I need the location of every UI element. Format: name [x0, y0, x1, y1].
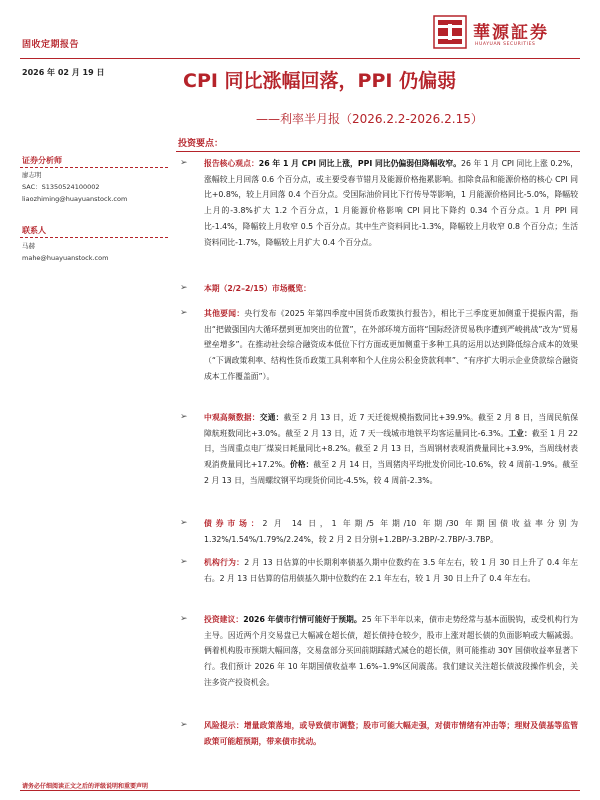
footer-divider [20, 790, 580, 791]
point-text: 26 年 1 月 CPI 同比上涨 0.2%，涨幅较上月回落 0.6 个百分点，或主要受春节错月及能源价格拖累影响。扣除食品和能源价格的核心 CPI 同比+0.8%，较上月回落 0.4 个百分点。受国际油价同比下行传导等影响，1 月能源价格同比-5.0%，降幅较上月的-3.8%扩大 1.2 个百分点，1 月能源价格影响 CPI 同比下降约 0.34 个百分点。1 月 PPI 同比-1.4%，降幅较上月收窄 0.5 个百分点。其中生产资料同比-1.3%，降幅较上月收窄 0.8 个百分点；生活资料同比-1.7%，降幅较上月扩大 0.4 个百分点。 [204, 159, 578, 247]
point-label: 投资建议： [204, 615, 244, 624]
report-title: CPI 同比涨幅回落，PPI 仍偏弱 [183, 70, 457, 92]
point-text: 增量政策落地，或导致债市调整；股市可能大幅走强，对债市情绪有冲击等；理财及债基等监管政策可能超预期，带来债市扰动。 [204, 721, 579, 746]
point-label: 本期（2/2–2/15）市场概览： [204, 284, 311, 293]
brand-mark-icon [433, 15, 467, 49]
point-label: 风险提示： [204, 721, 244, 730]
point-text: 25 年下半年以来，债市走势经常与基本面脱钩，或受机构行为主导。因近两个月交易盘已大幅减仓超长债，超长债持仓较少，股市上涨对超长债的负面影响或大幅减弱。俩着机构股市预期大幅回落，交易盘部分买回前期踩踏式减仓的超长债，则可能推动 30Y 国债收益率显著下行。我们预计 2026 年 10 年期国债收益率 1.6%–1.9%区间震荡。我们建议关注超长债波段操作机会，关注多资产投资机会。 [204, 615, 578, 687]
point-label: 中观高频数据： [204, 413, 260, 422]
bullet-arrow-icon: ➢ [180, 614, 188, 624]
key-points-divider [176, 151, 580, 152]
analyst-name: 廖志明 [22, 171, 42, 179]
point-market-overview [204, 281, 578, 297]
contact-divider [20, 237, 168, 238]
bullet-arrow-icon: ➢ [180, 557, 188, 567]
point-text: 截至 2 月 13 日，近 7 天迁徙规模指数同比+39.9%。截至 2 月 8 日，当周民航保障航班数同比+3.0%。截至 2 月 13 日，近 7 天一线城市地铁平均客运量同比-6.3%。 [204, 413, 579, 438]
header-divider [20, 58, 580, 59]
point-text: 2 月 13 日估算的中长期利率债基久期中位数约在 3.5 年左右，较 1 月 30 日上升了 0.4 年左右。2 月 13 日估算的信用债基久期中位数约在 2.1 年左右，较 1 月 30 日上升了 0.4 年左右。 [204, 558, 578, 583]
bullet-arrow-icon: ➢ [180, 412, 188, 422]
point-emphasis: 26 年 1 月 CPI 同比上涨，PPI 同比仍偏弱但降幅收窄。 [258, 159, 462, 168]
contact-name: 马赫 [22, 242, 35, 250]
bullet-arrow-icon: ➢ [180, 158, 188, 168]
analyst-email[interactable]: liaozhiming@huayuanstock.com [22, 195, 128, 203]
point-emphasis: 2026 年债市行情可能好于预期。 [243, 615, 362, 624]
bullet-arrow-icon: ➢ [180, 518, 188, 528]
point-high-frequency [204, 410, 578, 489]
point-label: 机构行为： [204, 558, 245, 567]
point-label: 报告核心观点： [204, 159, 259, 168]
brand-name-cn: 華源証券 [473, 23, 549, 43]
sub-label-transport: 交通： [259, 413, 284, 422]
brand-name-en: HUAYUAN SECURITIES [475, 42, 536, 47]
point-text: 截至 2 月 14 日，当周猪肉平均批发价同比-10.6%，较 4 周前-1.9%。截至 2 月 13 日，当周螺纹钢平均现货价同比-4.5%，较 4 周前-2.3%。 [204, 460, 579, 485]
point-bond-market [204, 516, 578, 547]
point-text: 截至 1 月 22 日，当周重点电厂煤炭日耗量同比+8.2%。截至 2 月 13 日，当周钢材表观消费量同比+3.9%，当周线材表观消费量同比+17.2%。 [204, 428, 578, 470]
sub-label-price: 价格： [289, 460, 314, 470]
point-label: 其他要闻： [204, 309, 245, 318]
analyst-section-title: 证券分析师 [22, 156, 62, 165]
point-other-news [204, 306, 578, 385]
point-risk-warning [204, 718, 578, 749]
analyst-cert: SAC：S1350524100002 [22, 183, 100, 191]
footer-disclaimer: 请务必仔细阅读正文之后的评级说明和重要声明 [22, 783, 149, 790]
report-category: 固收定期报告 [22, 40, 80, 50]
key-points-heading: 投资要点： [178, 139, 224, 149]
bullet-arrow-icon: ➢ [180, 720, 188, 730]
point-text: 央行发布《2025 年第四季度中国货币政策执行报告》，相比于三季度更加侧重于提振内需，指出“把做强国内大循环摆到更加突出的位置”，在外部环境方面将“国际经济贸易秩序遭到严峻挑战”改为“贸易壁垒增多”。在推动社会综合融资成本低位下行方面或更加侧重于多种工具的运用以达到降低综合成本的效果（“下调政策利率、结构性货币政策工具利率和个人住房公积金贷款利率”、“有序扩大明示企业贷款综合融资成本工作覆盖面”）。 [204, 309, 578, 381]
brand-logo [433, 15, 583, 55]
point-text: 2 月 14 日，1 年期/5 年期/10 年期/30 年期国债收益率分别为 1.32%/1.54%/1.79%/2.24%，较 2 月 2 日分别+1.2BP/-3.2BP/-2.7BP/-3.7BP。 [204, 519, 578, 544]
contact-email[interactable]: mahe@huayuanstock.com [22, 254, 109, 262]
point-label: 债券市场： [204, 519, 263, 528]
point-core-view [204, 156, 578, 250]
analyst-divider [20, 167, 168, 168]
report-subtitle: ——利率半月报（2026.2.2-2026.2.15） [256, 112, 483, 126]
point-institution-behavior [204, 555, 578, 586]
point-investment-advice [204, 612, 578, 691]
bullet-arrow-icon: ➢ [180, 308, 188, 318]
contact-section-title: 联系人 [22, 226, 46, 235]
report-date: 2026 年 02 月 19 日 [22, 68, 105, 77]
sub-label-industry: 工业： [508, 428, 532, 438]
bullet-arrow-icon: ➢ [180, 283, 188, 293]
